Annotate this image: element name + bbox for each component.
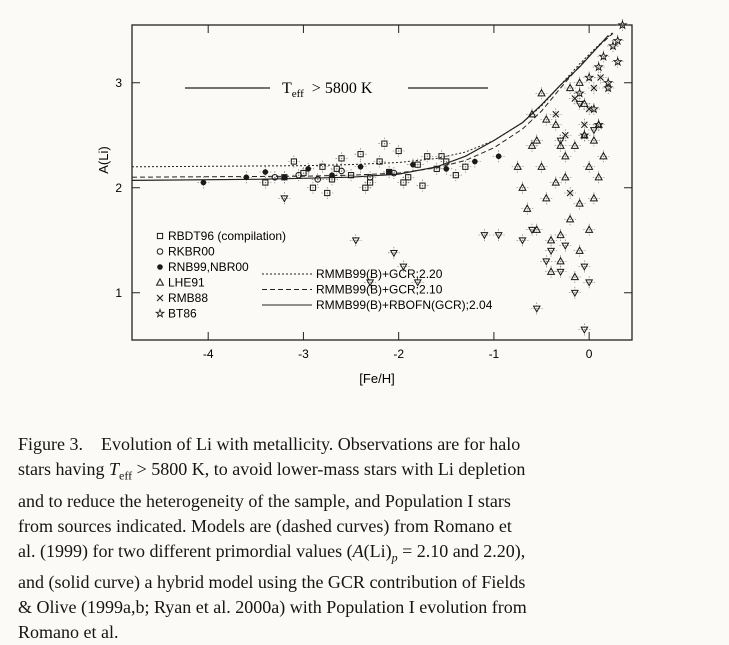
- error-bar: [436, 150, 448, 162]
- legend-curve-label: RMMB99(B)+RBOFN(GCR);2.04: [316, 298, 493, 312]
- data-point: [243, 174, 249, 180]
- caption-line-1: Figure 3. Evolution of Li with metallicity. Observations are for halo: [18, 434, 521, 454]
- data-point: [472, 159, 478, 165]
- error-bar: [378, 138, 390, 150]
- data-point: [282, 174, 288, 180]
- error-bar: [393, 145, 405, 157]
- error-bar: [397, 177, 409, 189]
- figure-caption: [18, 432, 723, 645]
- data-point: [410, 162, 416, 168]
- title-suffix: > 5800 K: [311, 80, 373, 97]
- data-point: [201, 180, 207, 186]
- legend-label: RNB99,NBR00: [168, 260, 249, 274]
- y-tick-label: 1: [115, 285, 122, 300]
- data-point: [443, 166, 449, 172]
- error-bar: [321, 187, 333, 199]
- caption-line-5: al. (1999) for two different primordial values ($A(Li)_p = 2.10$ and 2.20),: [18, 540, 526, 565]
- caption-line-3: and to reduce the heterogeneity of the sample, and Population I stars: [18, 490, 511, 511]
- legend-curve-label: RMMB99(B)+GCR;2.20: [316, 267, 443, 281]
- error-bar: [359, 182, 371, 194]
- error-bar: [336, 152, 348, 164]
- x-tick-label: -2: [393, 347, 405, 361]
- legend-marker: [157, 249, 163, 255]
- caption-line-7: & Olive (1999a,b; Ryan et al. 2000a) with Population I evolution from: [18, 597, 527, 618]
- data-point: [386, 169, 392, 175]
- legend-marker: [157, 264, 163, 270]
- legend: [156, 229, 492, 321]
- error-bar: [450, 169, 462, 181]
- error-bar: [355, 148, 367, 160]
- legend-label: RMB88: [168, 291, 209, 305]
- y-tick-label: 2: [115, 180, 122, 195]
- caption-label: Figure 3.: [18, 434, 83, 454]
- model-curves: [132, 32, 613, 180]
- error-bar: [364, 171, 376, 183]
- title-prefix: T: [282, 80, 292, 97]
- caption-line-8: Romano et al.: [18, 622, 119, 643]
- model-curve-solid: [132, 36, 608, 181]
- data-point: [496, 153, 502, 159]
- error-bar: [459, 161, 471, 173]
- legend-label: BT86: [168, 306, 197, 321]
- plot-title: [282, 80, 373, 100]
- legend-marker: [156, 310, 164, 317]
- legend-marker: [157, 295, 163, 301]
- data-point: [329, 172, 335, 178]
- legend-label: RKBR00: [168, 244, 215, 259]
- x-tick-label: -4: [202, 347, 214, 361]
- x-tick-label: -3: [298, 347, 309, 361]
- data-point: [305, 166, 311, 172]
- error-bar: [259, 177, 271, 189]
- data-point: [263, 169, 269, 175]
- error-bar: [374, 156, 386, 168]
- error-bar: [421, 150, 433, 162]
- y-tick-label: 3: [115, 75, 122, 90]
- error-bar: [312, 173, 324, 185]
- legend-marker: [157, 279, 164, 285]
- legend-label: LHE91: [168, 275, 205, 290]
- model-curve-dotted: [132, 32, 613, 166]
- x-tick-label: -1: [488, 347, 500, 361]
- error-bar: [416, 180, 428, 192]
- error-bar: [307, 182, 319, 194]
- error-bar: [316, 161, 328, 173]
- caption-line-4: from sources indicated. Models are (dashed curves) from Romano et: [18, 515, 512, 536]
- legend-curve-label: RMMB99(B)+GCR;2.10: [316, 282, 443, 297]
- legend-label: RBDT96 (compilation): [168, 229, 287, 243]
- caption-line-2: stars having $T_{eff} > 5800$ K, to avoid lower-mass stars with Li depletion: [18, 459, 526, 483]
- data-point: [358, 164, 364, 170]
- legend-marker: [157, 233, 162, 238]
- caption-line-6: and (solid curve) a hybrid model using the GCR contribution of Fields: [18, 572, 526, 593]
- x-axis-label: [Fe/H]: [359, 371, 395, 386]
- title-subscript: eff: [291, 88, 304, 100]
- y-axis-label: A(Li): [96, 146, 111, 174]
- x-tick-label: 0: [585, 347, 593, 361]
